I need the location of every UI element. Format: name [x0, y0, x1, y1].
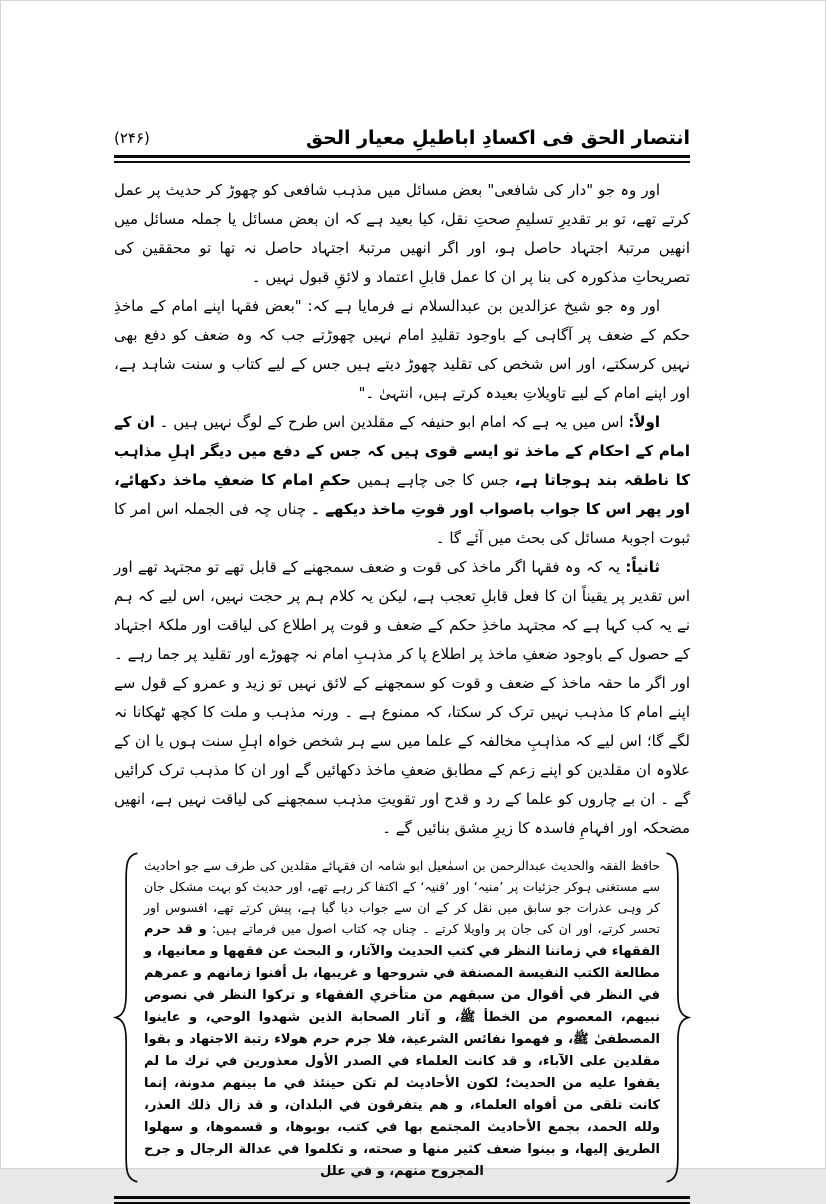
- header-rule: [114, 155, 690, 163]
- text-run: جس کا جی چاہے ہمیں: [351, 471, 515, 489]
- body-paragraph: [114, 292, 690, 408]
- bold-phrase: اولاً:: [628, 413, 660, 431]
- body-paragraph: [114, 408, 690, 553]
- quote-box: [114, 851, 690, 1184]
- urdu-intro-run: حافظ الفقہ والحدیث عبدالرحمن بن اسمٰعیل ابو شامہ ان فقہائے مقلدین کی طرف سے جو احادیث سے مستغنی ہوکر جزئیات پر ’منیہ‘ اور ’قنیہ‘ کے اکتفا کر رہے تھے، اور حدیث کو بہت مشکل جان کر وہی عذرات جو سابق میں نقل کر کے ان سے جواب دیا گیا ہے، پیش کرتے تھے، افسوس اور تحسر کرتے، اور ان کی جان پر واویلا کرتے ۔ چناں چہ کتاب اصول میں فرماتے ہیں:: [144, 858, 660, 936]
- page-content: [114, 127, 690, 1204]
- bold-phrase: حکمِ امام کا ضعفِ ماخذ دکھائے، اور پھر اس کا جواب باصواب اور قوتِ ماخذ دیکھے ۔: [114, 471, 690, 518]
- bold-phrase: ثانیاً:: [625, 558, 660, 576]
- book-title: انتصار الحق فی اکسادِ اباطیلِ معیار الحق: [306, 127, 690, 149]
- right-brace-ornament: [664, 851, 690, 1184]
- page-header: [114, 127, 690, 149]
- body-paragraph: [114, 553, 690, 843]
- text-run: یہ کہ وہ فقہا اگر ماخذ کی قوت و ضعف سمجھنے کے قابل تھے تو مجتہد تھے اور اس تقدیر پر یقیناً ان کا فعل قابلِ تعجب ہے، لیکن یہ کلام ہم پر حجت نہیں، اس لیے کہ ہم نے یہ کب کہا ہے کہ مجتہد ماخذِ حکم کے ضعف و قوت پر اطلاع کی لیاقت اور ملکۂ اجتہاد کے حصول کے باوجود ضعفِ ماخذ پر اطلاع پا کر مذہبِ امام نہ چھوڑے اور تقلید پر جما رہے ۔ اور اگر ما حقہ ماخذ کے ضعف و قوت کو سمجھنے کے لائق نہیں تو زید و عمرو کے قول سے اپنے امام کا مذہب نہیں ترک کر سکتا، کہ ممنوع ہے ۔ ورنہ مذہب و ملت کا کچھ ٹھکانا نہ لگے گا؛ اس لیے کہ مذاہبِ مخالفہ کے علما میں سے ہر شخص خواہ اہلِ سنت ہوں یا ان کے علاوہ ان مقلدین کو اپنے زعم کے مطابق ضعفِ ماخذ دکھائیں گے اور ان کا مذہب ترک کرائیں گے ۔ ان بے چاروں کو علما کے رد و قدح اور تقویتِ مذہب سمجھنے کی لیاقت نہیں ہے، انھیں مضحکہ اور افہامِ فاسدہ کا زیرِ مشق بنائیں گے ۔: [114, 558, 690, 837]
- text-run: اور وہ جو شیخ عزالدین بن عبدالسلام نے فرمایا ہے کہ: "بعض فقہا اپنے امام کے ماخذِ حکم کے ضعف پر آگاہی کے باوجود تقلیدِ امام نہیں چھوڑتے جب کہ وہ ضعف کو دفع بھی نہیں کرسکتے، اور اس شخص کی تقلید چھوڑ دیتے ہیں جس کے لیے کتاب و سنت شاہد ہے، اور اپنے امام کے لیے تاویلاتِ بعیدہ کرتے ہیں، انتہیٰ ۔": [114, 297, 690, 402]
- footer-rule: [114, 1196, 690, 1204]
- bold-phrase: ان کے امام کے احکام کے ماخذ تو ایسے قوی ہیں کہ جس کے دفع میں دیگر اہلِ مذاہب کا ناطقہ بند ہوجاتا ہے،: [114, 413, 690, 489]
- text-run: اس میں یہ ہے کہ امام ابو حنیفہ کے مقلدین اس طرح کے لوگ نہیں ہیں ۔: [154, 413, 629, 431]
- body-paragraph: [114, 176, 690, 292]
- text-run: چناں چہ فی الجملہ اس امر کا ثبوت اجوبۂ مسائل کی بحث میں آئے گا ۔: [114, 500, 690, 547]
- arabic-quotation-run: و قد حرم الفقهاء في زماننا النظر في كتب الحديث والآثار، و البحث عن فقهها و معانيها، و مطالعة الكتب النفيسة المصنفة في شروحها و غريبها، بل أفنوا زمانهم و عمرهم في النظر في أقوال من سبقهم من متأخري الفقهاء و تركوا النظر في نصوص نبيهم، المعصوم من الخطأ ﷺ، و آثار الصحابة الذين شهدوا الوحي، و عاينوا المصطفىٰ ﷺ، و فهموا نفائس الشرعية، فلا جرم حرم هولاء رتبة الاجتهاد و بقوا مقلدين على الآباء، و قد كانت العلماء في الصدر الأول معذورين في ترك ما لم يقفوا عليه من الحديث؛ لكون الأحاديث لم تكن حينئذ في ما بينهم مدونة، إنما كانت تلقى من أفواه العلماء، و هم يتفرقون في البلدان، و قد زال ذلك العذر، ولله الحمد، بجمع الأحاديث المجتمع بها في كتب، بوبوها، و قسموها، و سهلوا الطريق إليها، و بينوا ضعف كثير منها و صحته، و تكلموا في عدالة الرجال و جرح المجروح منهم، و في علل: [144, 922, 660, 1179]
- quote-text: [140, 851, 664, 1184]
- page-number: (۲۴۶): [114, 129, 150, 147]
- body-text: [114, 176, 690, 843]
- left-brace-ornament: [114, 851, 140, 1184]
- text-run: اور وہ جو "دار کی شافعی" بعض مسائل میں مذہب شافعی کو چھوڑ کر حدیث پر عمل کرتے تھے، تو بر تقدیرِ تسلیمِ صحتِ نقل، کیا بعید ہے کہ ان بعض مسائل یا جملہ مسائل میں انھیں مرتبۂ اجتہاد حاصل ہو، اور اگر انھیں مرتبۂ اجتہاد حاصل نہ تھا تو محققین کی تصریحاتِ مذکورہ کی بنا پر ان کا عمل قابلِ اعتماد و لائقِ قبول نہیں ۔: [114, 181, 690, 286]
